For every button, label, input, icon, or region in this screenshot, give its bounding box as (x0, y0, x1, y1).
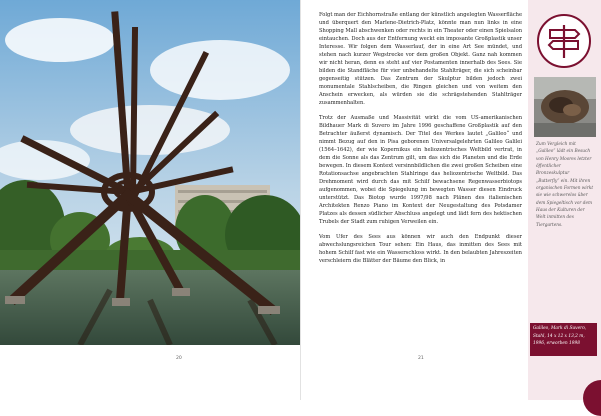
body-text (319, 11, 522, 272)
paragraph: Folgt man der Eichhornstraße entlang der künstlich angelegten Wasserfläche und überquert den Marlene-Dietrich-Platz, könnte man nun links in eine Shopping Mall abschwenken oder rechts in ein Theater oder einen Spielsalon eintauchen. Doch aus der Entfernung weckt ein imposante Großplastik unser Interesse. Wir folgen dem Wasserlauf, der in eine Art See mündet, und stehen nach kurzer Wegstrecke vor dem großen Objekt. Ganz nah kommen wir nicht heran, denn es steht auf vier Postamenten innerhalb des Sees. Sie bilden die Standfläche für vier unbehandelte Stahlträger, die sich scheinbar gegenseitig stützen. Das Zentrum der Skulptur bilden jedoch zwei monumentale Stahlscheiben, die Ringen gleichen und von weitem den Anschein erwecken, als würden sie die schrägstehenden Stahlträger zusammenhalten. (319, 12, 522, 107)
galileo-sculpture-image (0, 0, 301, 345)
left-page (0, 0, 301, 400)
page-number-left: 20 (176, 356, 182, 361)
paragraph: Vom Ufer des Sees aus können wir auch den Endpunkt dieser abwechslungsreichen Tour sehen: Ein Haus, das inmitten des Sees mit hohem Schilf fast wie ein Wasserschloss wirkt. In den belaubten Jahreszeiten verschleiern die Blätter der Bäume den Blick, in (319, 234, 522, 265)
page-number-right: 21 (418, 356, 424, 361)
paragraph: Trotz der Ausmaße und Massivität wirkt die vom US-amerikanischen Bildhauer Mark di Suvero im Jahre 1996 geschaffene Großplastik auf den Betrachter äußerst dynamisch. Der Titel des Werkes lautet „Galileo“ und nimmt Bezug auf den in Pisa geborenen Universalgelehrten Galileo Galilei (1564–1642), der wie Kopernikus ein heliozentrisches Weltbild vertrat, in dem die Sonne als das Zentrum gilt, um das sich die Planeten und die Erde bewegen. In diesem Kontext versinnbildlichen die zwei großen Scheiben eine Rotationsachse angebrachten Stahlringe das heliozentrische Weltbild. Das Drehmoment wird durch das mit Schilf bewachsene Regenwasserbiotops aufgenommen, wobei die Spiegelung im bewegten Wasser diesen Eindruck unterstützt. Das Biotop wurde 1997/98 nach Plänen des italienischen Architekten Renzo Piano im Kontext der Neugestaltung des Potsdamer Platzes als dessen südlicher Abschluss angelegt und lädt fern des hektischen Trubels der Stadt zum ruhigen Verweilen ein. (319, 115, 522, 226)
sculpture-photo (0, 0, 301, 345)
butterfly-sculpture-thumbnail (534, 77, 596, 137)
bronze-sculpture-photo (534, 77, 596, 137)
artwork-credit: Galileo, Mark di Suvero, Stahl, 14 x 12 x 13,2 m, 1996, erworben 1998 (533, 326, 587, 346)
signpost-icon (537, 14, 591, 68)
sidebar-caption: Zum Vergleich mit „Galileo“ lädt ein Besuch von Henry Moores letzter öffentlicher Bronzeskulptur „Butterfly“ ein. Mit ihren organischen Formen wirkt sie wie schwerelos über dem Spiegeltisch vor dem Haus der Kulturen der Welt inmitten des Tiergartens. (536, 142, 594, 228)
signpost-icon-graphic (539, 16, 589, 66)
